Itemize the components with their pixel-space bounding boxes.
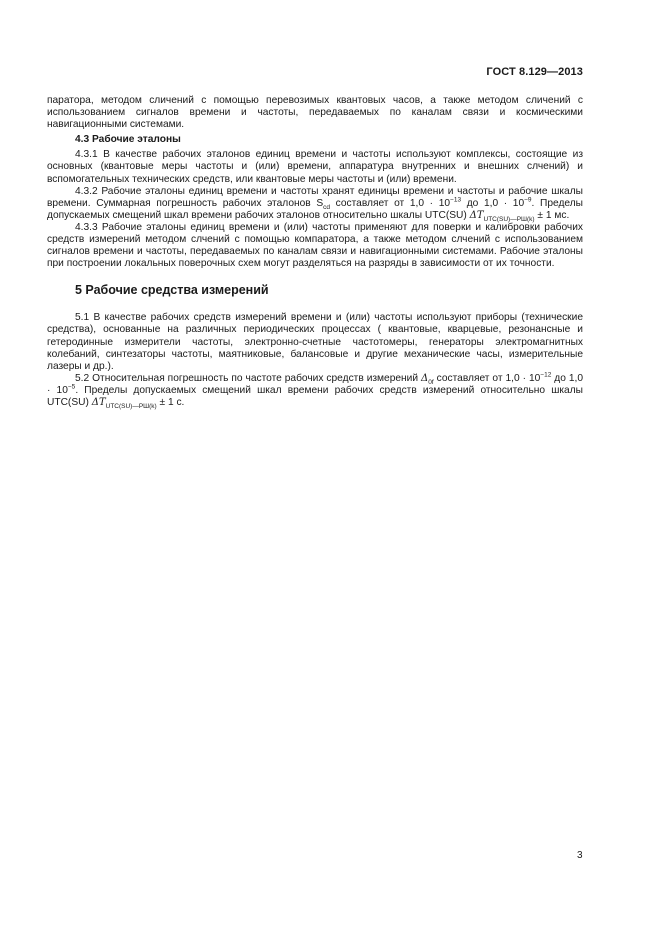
paragraph-5-1: 5.1 В качестве рабочих средств измерений времени и (или) частоты используют приборы (технические средства), основанные на различных периодических процессах ( квантовые, кварцевые, резонансные и гетеродинные измерители частоты, электронно-счетные частотомеры, генераторы электромагнитных колебаний, синтезаторы частоты, маятниковые, балансовые и другие механические часы, измерительные лазеры и др.). bbox=[47, 312, 583, 372]
paragraph-5-2: 5.2 Относительная погрешность по частоте рабочих средств измерений $\Delta_{0f}$ составляет от $1,0 \cdot 10^{-12}$ до $1,0 \cdot 10^{-5}$. Пределы допускаемых смещений шкал времени рабочих средств измерений относительно шкалы UTC(SU) $\Delta T_{UTC(SU)—РШ(k)} \pm 1$ с. bbox=[47, 371, 583, 410]
section-heading-5: 5 Рабочие средства измерений bbox=[75, 283, 269, 298]
page-number: 3 bbox=[577, 850, 583, 861]
subsection-heading-4-3: 4.3 Рабочие эталоны bbox=[75, 134, 181, 146]
paragraph-4-3-3: 4.3.3 Рабочие эталоны единиц времени и (или) частоты применяют для поверки и калибровки рабочих средств измерений методом слчений с помощью компаратора, а также методом слчений с использованием сигналов времени и частоты, передаваемых по каналам связи и навигационными системами. Рабочие эталоны при построении локальных поверочных схем могут разделяться на разряды в зависимости от их точности. bbox=[47, 221, 583, 270]
paragraph-4-3-2: 4.3.2 Рабочие эталоны единиц времени и частоты хранят единицы времени и частоты и рабочие шкалы времени. Суммарная погрешность рабочих эталонов $S_{cd}$ составляет от $1,0 \cdot 10^{-13}$ до $1,0 \cdot 10^{-9}$. Пределы допускаемых смещений шкал времени рабочих эталонов относительно шкалы UTC(SU) $\Delta T_{UTC(SU)—РШ(k)} \pm 1$ мс. bbox=[47, 185, 583, 223]
delta-t-symbol: ΔT bbox=[91, 396, 106, 408]
document-body bbox=[47, 95, 583, 409]
paragraph-4-3-1: 4.3.1 В качестве рабочих эталонов единиц времени и частоты используют комплексы, состоящие из основных (квантовые меры частоты и (или) времени, аппаратура внутренних и внешних слчений) и вспомогательных технических средств, или квантовые меры частоты и (или) времени. bbox=[47, 149, 583, 185]
delta-t-symbol: ΔT bbox=[469, 209, 484, 221]
document-code: ГОСТ 8.129—2013 bbox=[486, 66, 583, 78]
paragraph-continuation: паратора, методом сличений с помощью перевозимых квантовых часов, а также методом сличений с использованием сигналов времени и частоты, передаваемых по каналам связи и космическими навигационными системами. bbox=[47, 95, 583, 131]
delta-symbol: Δ bbox=[421, 372, 429, 384]
